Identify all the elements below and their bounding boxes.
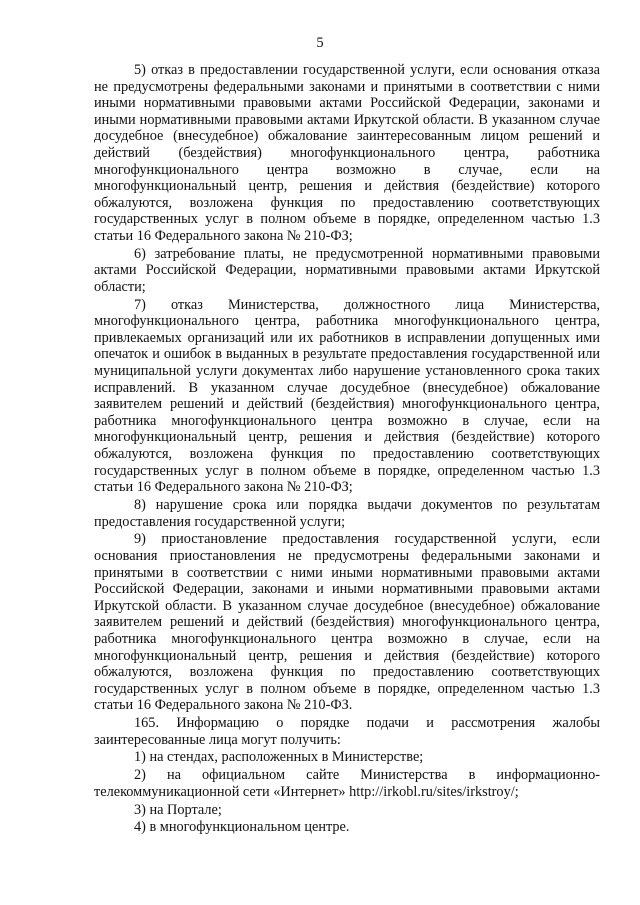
- list-item-portal: 3) на Портале;: [134, 801, 222, 818]
- paragraph-item-5: 5) отказ в предоставлении государственной услуги, если основания отказа не предусмотрены федеральными законами и принятыми в соответствии с ними иными нормативными правовыми актами Российской Федерации, законами и иными нормативными правовыми актами Иркутской области. В указанном случае досудебное (внесудебное) обжалование заинтересованным лицом решений и действий (бездействия) многофункционального центра, работника многофункционального центра возможно в случае, если на многофункциональный центр, решения и действия (бездействие) которого обжалуются, возложена функция по предоставлению соответствующих государственных услуг в полном объеме в порядке, определенном частью 1.3 статьи 16 Федерального закона № 210-ФЗ;: [94, 62, 600, 244]
- paragraph-section-165: 165. Информацию о порядке подачи и рассмотрения жалобы заинтересованные лица могут получить:: [94, 715, 600, 748]
- page-number: 5: [316, 35, 324, 51]
- paragraph-item-8: 8) нарушение срока или порядка выдачи документов по результатам предоставления государственной услуги;: [94, 497, 600, 530]
- paragraph-item-6: 6) затребование платы, не предусмотренной нормативными правовыми актами Российской Федерации, нормативными правовыми актами Иркутской области;: [94, 245, 600, 295]
- document-body: [94, 62, 600, 837]
- list-item-website: 2) на официальном сайте Министерства в информационно-телекоммуникационной сети «Интернет» http://irkobl.ru/sites/irkstroy/;: [94, 767, 600, 800]
- paragraph-item-7: 7) отказ Министерства, должностного лица Министерства, многофункционального центра, работника многофункционального центра, привлекаемых организаций или их работников в исправлении допущенных ими опечаток и ошибок в выданных в результате предоставления государственной или муниципальной услуги документах либо нарушение установленного срока таких исправлений. В указанном случае досудебное (внесудебное) обжалование заявителем решений и действий (бездействия) многофункционального центра, работника многофункционального центра возможно в случае, если на многофункциональный центр, решения и действия (бездействие) которого обжалуются, возложена функция по предоставлению соответствующих государственных услуг в полном объеме в порядке, определенном частью 1.3 статьи 16 Федерального закона № 210-ФЗ;: [94, 296, 600, 496]
- paragraph-item-9: 9) приостановление предоставления государственной услуги, если основания приостановления не предусмотрены федеральными законами и принятыми в соответствии с ними иными нормативными правовыми актами Российской Федерации, законами и иными нормативными правовыми актами Иркутской области. В указанном случае досудебное (внесудебное) обжалование заявителем решений и действий (бездействия) многофункционального центра, работника многофункционального центра возможно в случае, если на многофункциональный центр, решения и действия (бездействие) которого обжалуются, возложена функция по предоставлению соответствующих государственных услуг в полном объеме в порядке, определенном частью 1.3 статьи 16 Федерального закона № 210-ФЗ.: [94, 531, 600, 714]
- list-item-mfc: 4) в многофункциональном центре.: [134, 819, 350, 836]
- list-item-stands: 1) на стендах, расположенных в Министерстве;: [134, 749, 424, 766]
